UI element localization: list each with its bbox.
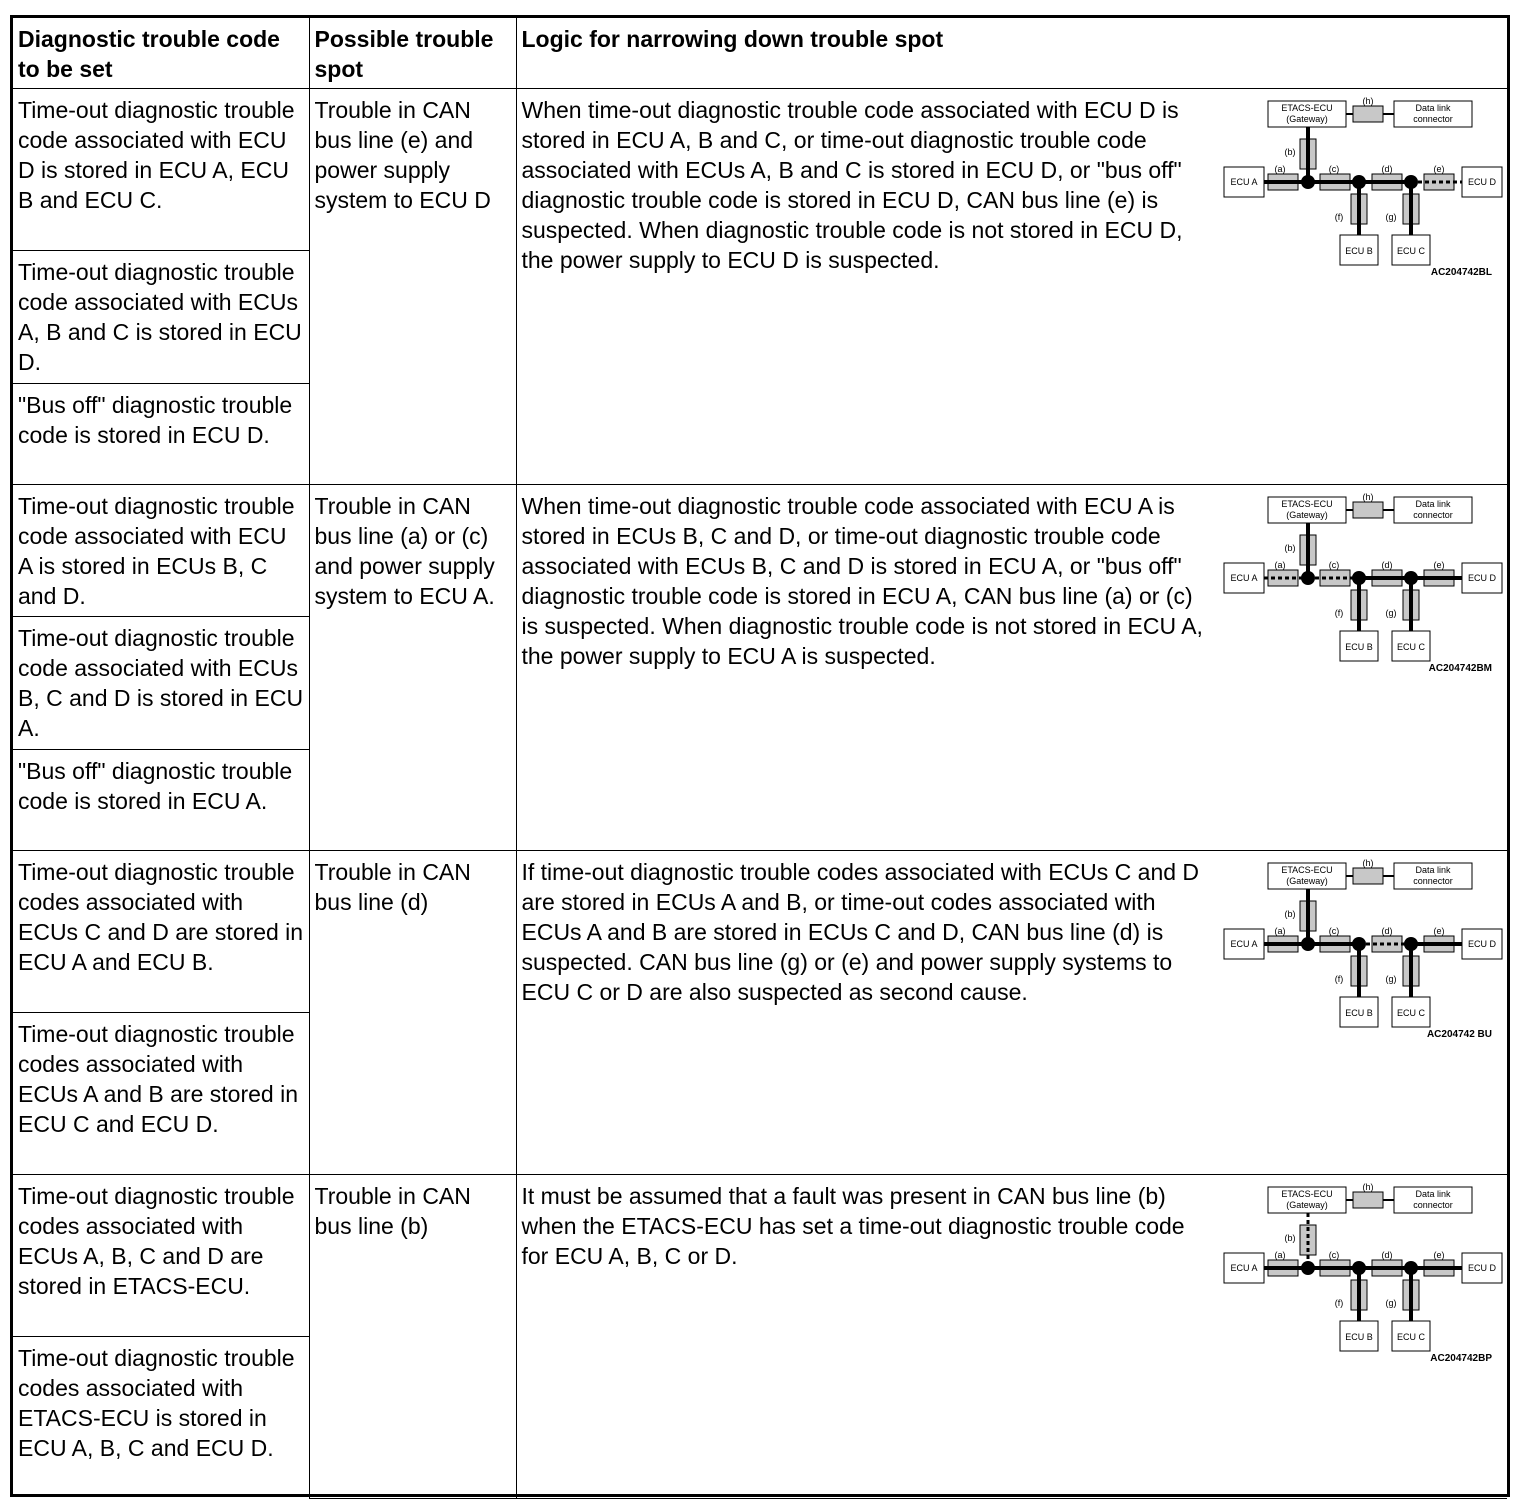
etacs-ecu-label: ETACS-ECU [1281,103,1333,113]
label-e: (e) [1433,926,1445,936]
data-link-label: Data link [1415,865,1451,875]
junction-3 [1404,1261,1418,1275]
label-c: (c) [1328,1250,1340,1260]
logic-cell: When time-out diagnostic trouble code associated with ECU D is stored in ECU A, B and C, or time-out diagnostic trouble code associated with ECUs A, B and C is stored in ECU D, or "bus off" diagnostic trouble code is stored in ECU D, CAN bus line (e) is suspected. When diagnostic trouble code is not stored in ECU D, the power supply to ECU D is suspected. [516,89,1218,485]
etacs-ecu-label: ETACS-ECU [1281,865,1333,875]
label-b: (b) [1284,543,1296,553]
connector-label: connector [1413,510,1453,520]
etacs-gateway-label: (Gateway) [1286,1200,1328,1210]
label-g: (g) [1385,1298,1397,1308]
header-dtc: Diagnostic trouble code to be set [13,18,309,89]
dtc-cell: Time-out diagnostic trouble codes associated with ECUs C and D are stored in ECU A and ECU B. [13,851,309,1013]
label-h: (h) [1362,493,1374,502]
label-e: (e) [1433,164,1445,174]
ecu-b-label: ECU B [1345,642,1373,652]
diagram-cell [1218,1175,1507,1499]
line-h-segment [1353,1192,1383,1208]
data-link-label: Data link [1415,1189,1451,1199]
ecu-d-label: ECU D [1467,177,1497,187]
etacs-ecu-label: ETACS-ECU [1281,1189,1333,1199]
label-a: (a) [1274,560,1286,570]
ecu-c-label: ECU C [1396,1332,1426,1342]
table-row [13,851,1507,1013]
ecu-a-label: ECU A [1230,1263,1258,1273]
ecu-b-label: ECU B [1345,1332,1373,1342]
label-f: (f) [1334,974,1344,984]
logic-cell: If time-out diagnostic trouble codes associated with ECUs C and D are stored in ECUs A and B, or time-out codes associated with ECUs A and B are stored in ECUs C and D, CAN bus line (d) is suspected. CAN bus line (g) or (e) and power supply systems to ECU C or D are also suspected as second cause. [516,851,1218,1175]
junction-3 [1404,571,1418,585]
connector-label: connector [1413,1200,1453,1210]
label-c: (c) [1328,926,1340,936]
header-trouble-spot: Possible trouble spot [309,18,516,89]
diagram-code: AC204742BM [1428,663,1492,673]
label-a: (a) [1274,926,1286,936]
diagram-code: AC204742 BU [1426,1029,1492,1039]
diagram-cell [1218,485,1507,851]
trouble-spot-cell: Trouble in CAN bus line (b) [309,1175,516,1499]
label-d: (d) [1381,1250,1393,1260]
label-b: (b) [1284,147,1296,157]
table-body [13,18,1507,1499]
junction-2 [1352,937,1366,951]
junction-1 [1301,571,1315,585]
trouble-spot-cell: Trouble in CAN bus line (d) [309,851,516,1175]
dtc-cell: Time-out diagnostic trouble codes associated with ETACS-ECU is stored in ECU A, B, C and ECU D. [13,1337,309,1499]
ecu-c-label: ECU C [1396,246,1426,256]
line-h-segment [1353,106,1383,122]
ecu-a-label: ECU A [1230,177,1258,187]
dtc-cell: Time-out diagnostic trouble code associated with ECUs A, B and C is stored in ECU D. [13,251,309,384]
label-h: (h) [1362,859,1374,868]
junction-3 [1404,175,1418,189]
label-c: (c) [1328,164,1340,174]
can-bus-diagram [1222,493,1504,673]
logic-cell: It must be assumed that a fault was present in CAN bus line (b) when the ETACS-ECU has set a time-out diagnostic trouble code for ECU A, B, C or D. [516,1175,1218,1499]
dtc-cell: Time-out diagnostic trouble code associated with ECU D is stored in ECU A, ECU B and ECU C. [13,89,309,251]
dtc-cell: Time-out diagnostic trouble code associated with ECU A is stored in ECUs B, C and D. [13,485,309,617]
trouble-spot-cell: Trouble in CAN bus line (e) and power supply system to ECU D [309,89,516,485]
ecu-b-label: ECU B [1345,1008,1373,1018]
trouble-spot-cell: Trouble in CAN bus line (a) or (c) and power supply system to ECU A. [309,485,516,851]
label-d: (d) [1381,560,1393,570]
etacs-gateway-label: (Gateway) [1286,114,1328,124]
diagnosis-table-sheet [10,15,1510,1497]
label-d: (d) [1381,164,1393,174]
label-b: (b) [1284,1233,1296,1243]
label-h: (h) [1362,97,1374,106]
label-f: (f) [1334,1298,1344,1308]
diagram-code: AC204742BL [1430,267,1492,277]
line-h-segment [1353,502,1383,518]
etacs-gateway-label: (Gateway) [1286,876,1328,886]
diagnosis-table [13,18,1507,1499]
logic-cell: When time-out diagnostic trouble code associated with ECU A is stored in ECUs B, C and D, or time-out diagnostic trouble code associated with ECUs B, C and D is stored in ECU A, or "bus off" diagnostic trouble code is stored in ECU A, CAN bus line (a) or (c) is suspected. When diagnostic trouble code is not stored in ECU A, the power supply to ECU A is suspected. [516,485,1218,851]
header-logic: Logic for narrowing down trouble spot [516,18,1507,89]
header-row [13,18,1507,89]
label-e: (e) [1433,1250,1445,1260]
line-h-segment [1353,868,1383,884]
junction-1 [1301,937,1315,951]
ecu-a-label: ECU A [1230,573,1258,583]
label-a: (a) [1274,1250,1286,1260]
table-row [13,485,1507,617]
diagram-cell [1218,89,1507,485]
ecu-b-label: ECU B [1345,246,1373,256]
etacs-gateway-label: (Gateway) [1286,510,1328,520]
can-bus-diagram [1222,859,1504,1039]
ecu-d-label: ECU D [1467,939,1497,949]
data-link-label: Data link [1415,103,1451,113]
label-a: (a) [1274,164,1286,174]
dtc-cell: "Bus off" diagnostic trouble code is stored in ECU D. [13,384,309,485]
dtc-cell: Time-out diagnostic trouble codes associated with ECUs A, B, C and D are stored in ETACS-ECU. [13,1175,309,1337]
dtc-cell: Time-out diagnostic trouble codes associated with ECUs A and B are stored in ECU C and ECU D. [13,1013,309,1175]
label-f: (f) [1334,608,1344,618]
diagram-cell [1218,851,1507,1175]
table-row [13,1175,1507,1337]
data-link-label: Data link [1415,499,1451,509]
junction-1 [1301,1261,1315,1275]
label-f: (f) [1334,212,1344,222]
ecu-c-label: ECU C [1396,642,1426,652]
can-bus-diagram [1222,1183,1504,1363]
junction-2 [1352,1261,1366,1275]
label-h: (h) [1362,1183,1374,1192]
label-e: (e) [1433,560,1445,570]
ecu-a-label: ECU A [1230,939,1258,949]
dtc-cell: Time-out diagnostic trouble code associated with ECUs B, C and D is stored in ECU A. [13,617,309,750]
label-b: (b) [1284,909,1296,919]
table-row [13,89,1507,251]
junction-1 [1301,175,1315,189]
junction-3 [1404,937,1418,951]
label-g: (g) [1385,212,1397,222]
label-g: (g) [1385,608,1397,618]
junction-2 [1352,571,1366,585]
label-c: (c) [1328,560,1340,570]
dtc-cell: "Bus off" diagnostic trouble code is stored in ECU A. [13,750,309,851]
label-d: (d) [1381,926,1393,936]
junction-2 [1352,175,1366,189]
ecu-d-label: ECU D [1467,1263,1497,1273]
label-g: (g) [1385,974,1397,984]
connector-label: connector [1413,876,1453,886]
connector-label: connector [1413,114,1453,124]
etacs-ecu-label: ETACS-ECU [1281,499,1333,509]
ecu-c-label: ECU C [1396,1008,1426,1018]
ecu-d-label: ECU D [1467,573,1497,583]
can-bus-diagram [1222,97,1504,277]
diagram-code: AC204742BP [1430,1353,1492,1363]
